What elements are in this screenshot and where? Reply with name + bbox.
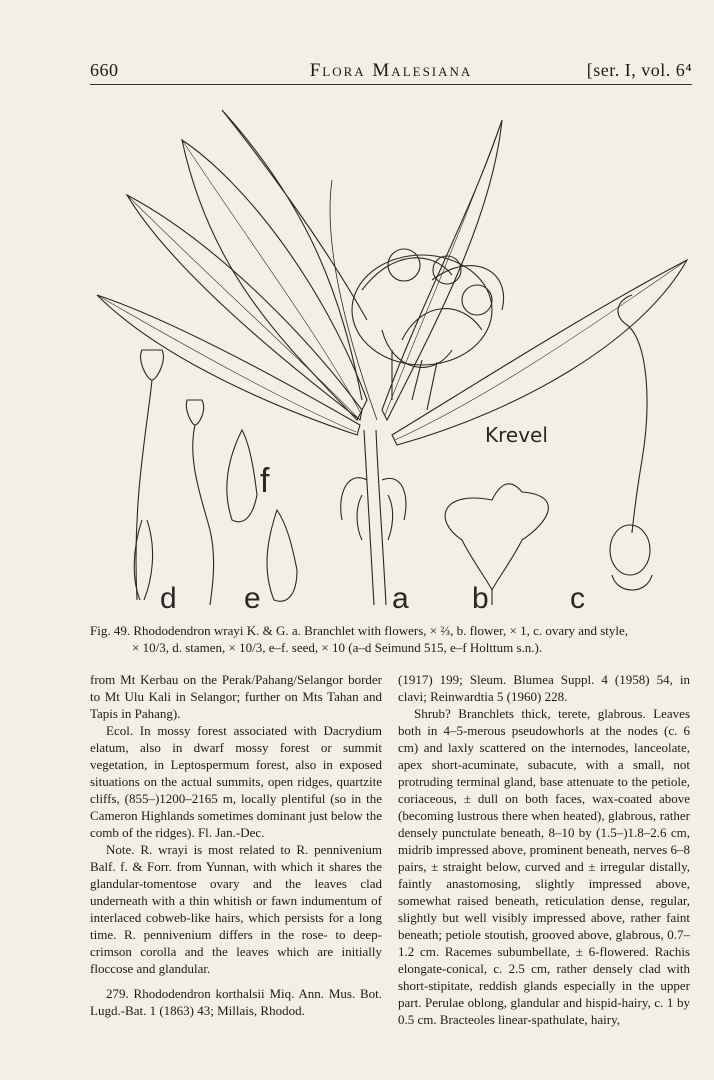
label-a: a (392, 582, 409, 615)
label-d: d (160, 582, 177, 615)
flower-cluster (352, 249, 504, 410)
label-b: b (472, 582, 489, 615)
artist-signature: Krevel (485, 423, 548, 447)
label-c: c (570, 582, 585, 615)
flower-b (445, 484, 548, 605)
header-rule (90, 84, 692, 85)
stem (341, 430, 406, 605)
distribution-paragraph: from Mt Kerbau on the Perak/Pahang/Selangor border to Mt Ulu Kali in Selangor; further on Mts Tahan and Tapis in Pahang). (90, 672, 382, 721)
caption-line-2: × 10/3, d. stamen, × 10/3, e–f. seed, × 10 (a–d Seimund 515, e–f Holttum s.n.). (132, 640, 543, 655)
botanical-illustration (92, 100, 692, 615)
right-column (398, 671, 690, 1028)
stamens-d (134, 350, 213, 605)
description-paragraph: Shrub? Branchlets thick, terete, glabrous. Leaves both in 4–5-merous pseudowhorls at the nodes (c. 6 cm) and laxly scattered on the internodes, lanceolate, apex short-acuminate, subacute, with a small, not protruding terminal gland, base attenuate to the petiole, coriaceous, ± dull on both faces, wax-coated above (becoming lustrous there when heated), glabrous, rather densely punctulate beneath, 8–10 by (1.5–)1.8–2.6 cm, midrib impressed above, prominent beneath, nerves 6–8 pairs, ± straight below, curved and ± irregular distally, faintly anastomosing, slightly impressed above, somewhat raised beneath, reticulation dense, regular, slightly but well visibly impressed above, rather faint beneath; petiole stoutish, grooved above, glabrous, 0.7–1.2 cm. Racemes subumbellate, ± 6-flowered. Rachis elongate-conical, c. 2.5 cm, rather densely clad with short-stipitate, reddish glands especially in the upper part. Perulae oblong, glandular and hispid-hairy, c. 1 by 0.5 cm. Bracteoles linear-spathulate, hairy, (398, 706, 690, 1027)
note-paragraph: Note. R. wrayi is most related to R. pennivenium Balf. f. & Forr. from Yunnan, with which it shares the glandular-tomentose ovary and the leaves clad underneath with a thin whitish or fawn indumentum of interlaced cobweb-like hairs, which persists for a long time. R. pennivenium differs in the rose- to deep-crimson corolla and the leaves which are initially floccose and glandular. (90, 842, 382, 976)
series-volume: [ser. I, vol. 6⁴ (586, 60, 692, 80)
ecology-paragraph: Ecol. In mossy forest associated with Dacrydium elatum, also in dwarf mossy forest or summit vegetation, in Leptospermum forest, also in exposed situations on the actual summits, open ridges, quartzite cliffs, (855–)1200–2165 m, locally plentiful (so in the Cameron Highlands sometimes dominant just below the comb of the ridges). Fl. Jan.-Dec. (90, 723, 382, 840)
caption-line-1: Fig. 49. Rhododendron wrayi K. & G. a. Branchlet with flowers, × ⅔, b. flower, × 1, c. ovary and style, (90, 623, 629, 638)
seeds-e-f (227, 430, 297, 601)
page-header (90, 60, 692, 84)
left-column (90, 671, 382, 1019)
label-e: e (244, 582, 261, 615)
journal-title: Flora Malesiana (309, 60, 473, 81)
ovary-style-c (610, 295, 652, 590)
figure-caption (90, 622, 692, 656)
page-number: 660 (90, 60, 119, 80)
label-f: f (260, 462, 270, 500)
species-279-heading: 279. Rhododendron korthalsii Miq. Ann. Mus. Bot. Lugd.-Bat. 1 (1863) 43; Millais, Rhodod. (90, 986, 382, 1018)
references-paragraph: (1917) 199; Sleum. Blumea Suppl. 4 (1958) 54, in clavi; Reinwardtia 5 (1960) 228. (398, 672, 690, 704)
